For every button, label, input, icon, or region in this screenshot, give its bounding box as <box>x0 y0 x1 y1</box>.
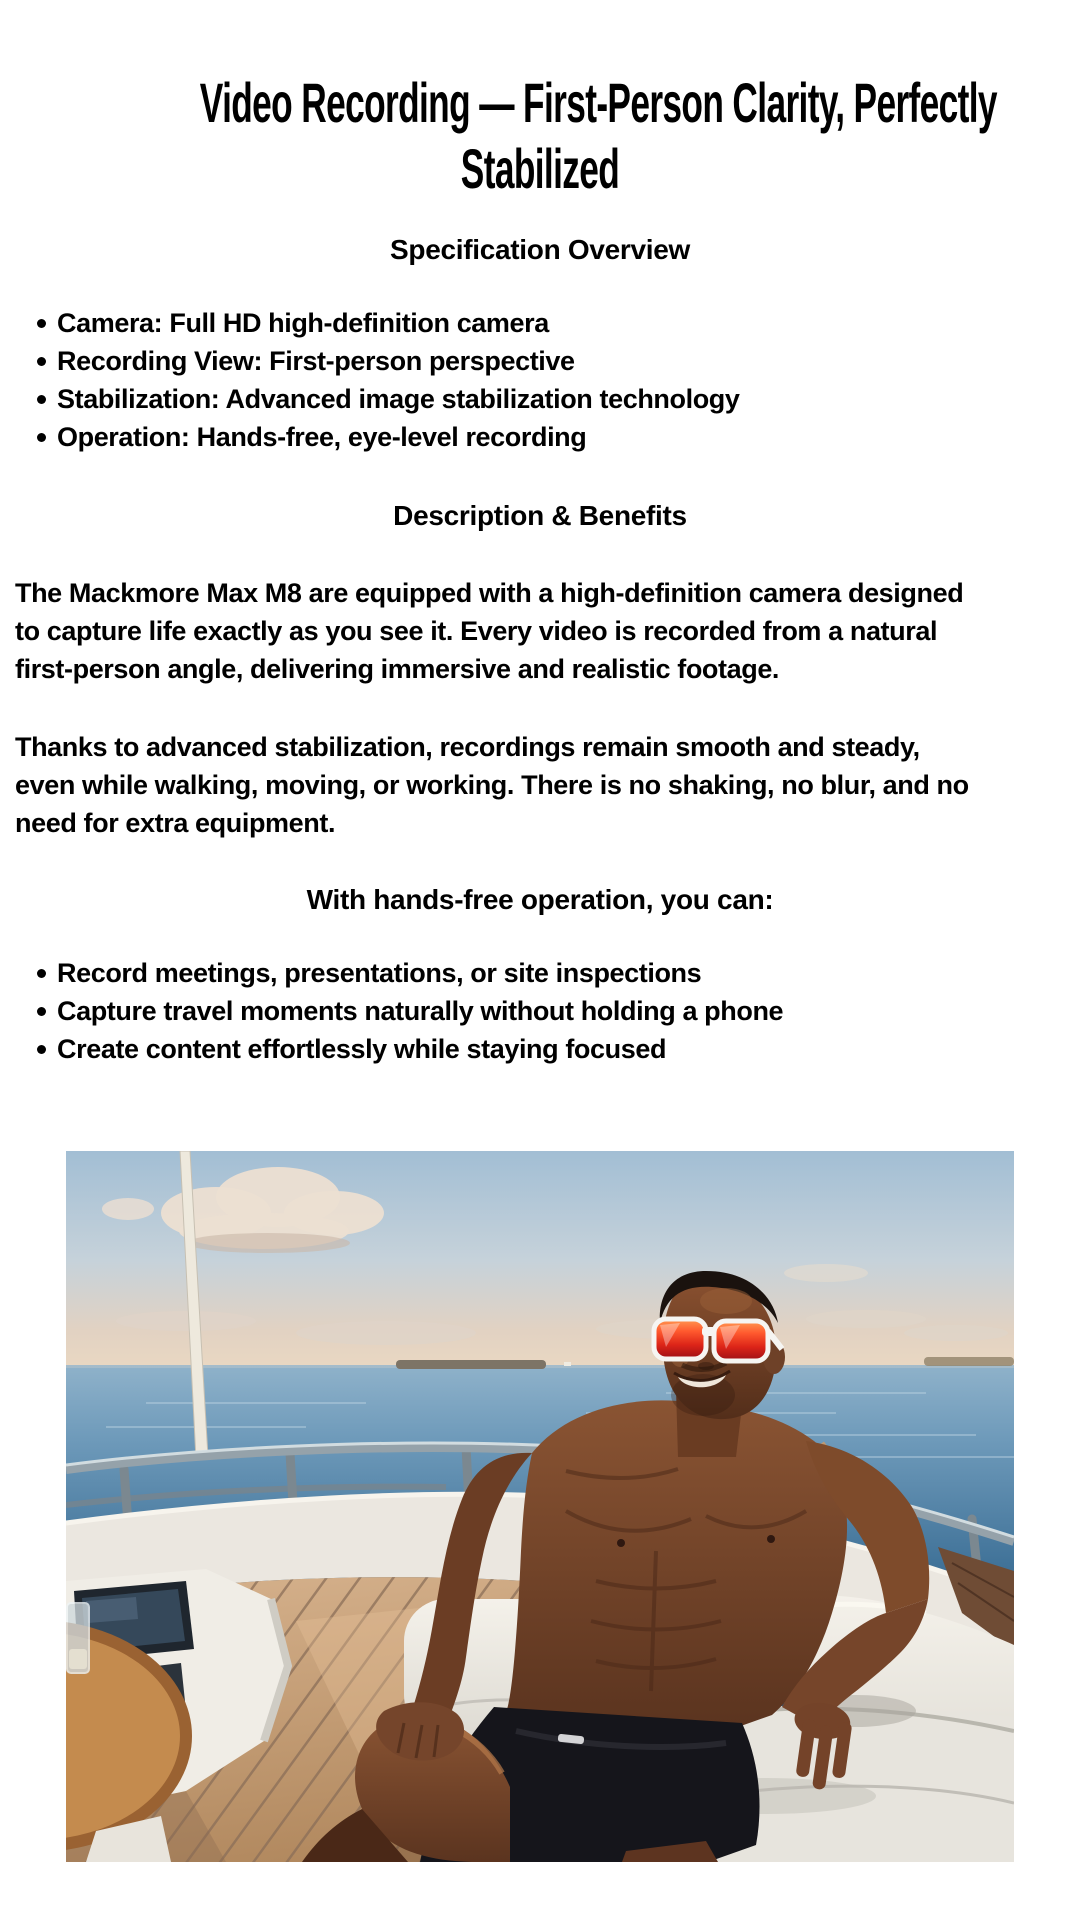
paragraph-line: first-person angle, delivering immersive and realistic footage. <box>15 654 780 684</box>
list-item: Recording View: First-person perspective <box>57 342 1080 380</box>
hands-free-list <box>0 954 1080 1068</box>
yacht-scene-image <box>66 1151 1014 1862</box>
list-item: Record meetings, presentations, or site inspections <box>57 954 1080 992</box>
drink-glass <box>67 1603 89 1673</box>
list-item: Operation: Hands-free, eye-level recording <box>57 418 1080 456</box>
sky <box>66 1151 1014 1371</box>
distant-boat <box>564 1362 571 1366</box>
list-item: Capture travel moments naturally without holding a phone <box>57 992 1080 1030</box>
paragraph-line: need for extra equipment. <box>15 808 336 838</box>
paragraph-line: even while walking, moving, or working. There is no shaking, no blur, and no <box>15 770 969 800</box>
paragraph-line: to capture life exactly as you see it. Every video is recorded from a natural <box>15 616 938 646</box>
torso <box>504 1400 847 1727</box>
page-title-line-1: Video Recording — First-Person Clarity, Perfectly <box>199 71 997 134</box>
description-paragraph-2 <box>15 728 1065 842</box>
paragraph-line: The Mackmore Max M8 are equipped with a high-definition camera designed <box>15 578 964 608</box>
page-title <box>0 70 1080 202</box>
list-item: Create content effortlessly while staying focused <box>57 1030 1080 1068</box>
sunglasses <box>654 1319 782 1361</box>
description-paragraph-1 <box>15 574 1065 688</box>
list-item: Stabilization: Advanced image stabilization technology <box>57 380 1080 418</box>
page-title-line-2: Stabilized <box>460 137 620 200</box>
product-photo <box>66 1151 1014 1862</box>
spec-list <box>0 304 1080 456</box>
section-heading-specification-overview: Specification Overview <box>390 234 690 265</box>
section-heading-hands-free: With hands-free operation, you can: <box>306 884 774 915</box>
list-item: Camera: Full HD high-definition camera <box>57 304 1080 342</box>
section-heading-description-benefits: Description & Benefits <box>393 500 687 531</box>
paragraph-line: Thanks to advanced stabilization, recordings remain smooth and steady, <box>15 732 920 762</box>
